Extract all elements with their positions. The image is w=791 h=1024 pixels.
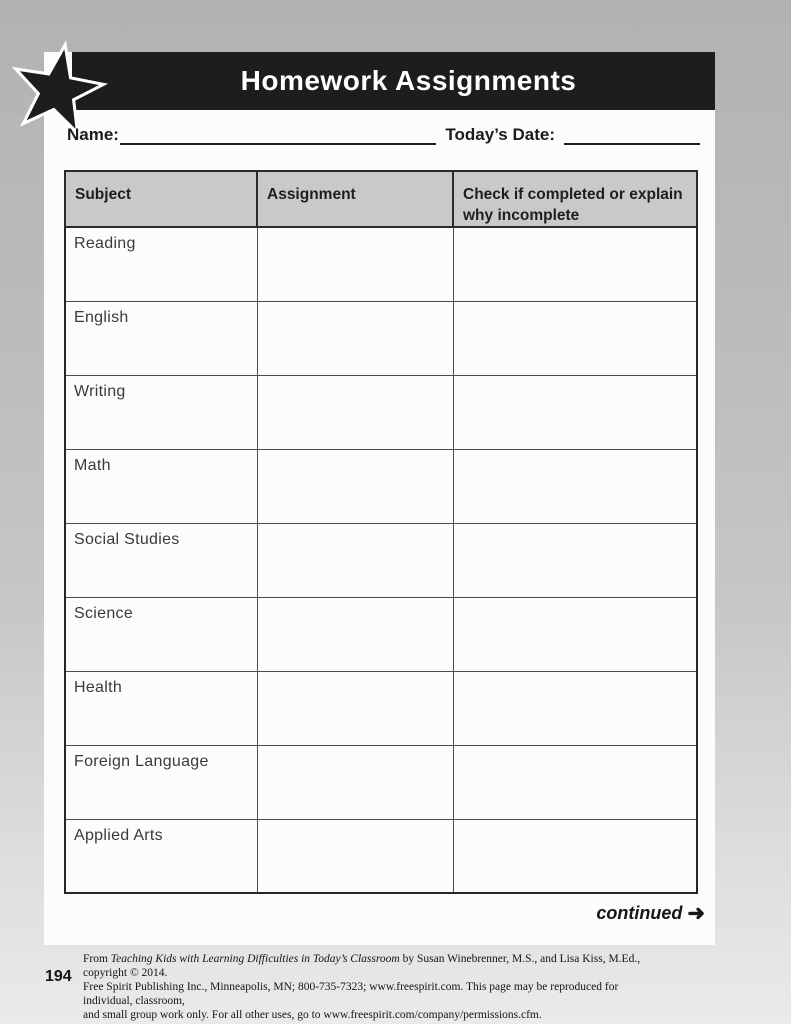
footer-line1-suffix: by Susan Winebrenner, M.S., and Lisa Kiss, M.Ed., copyright © 2014. xyxy=(83,953,641,979)
assignment-cell-blank xyxy=(257,301,453,375)
date-label: Today’s Date: xyxy=(445,125,555,144)
footer-line-2: Free Spirit Publishing Inc., Minneapolis, MN; 800-735-7323; www.freespirit.com. This page may be reproduced for individual, classroom, xyxy=(83,981,619,1007)
table-row xyxy=(65,819,697,893)
table-row xyxy=(65,301,697,375)
subject-cell: Math xyxy=(65,449,257,523)
assignment-cell-blank xyxy=(257,227,453,301)
right-arrow-icon: ➜ xyxy=(687,902,705,925)
copyright-footer xyxy=(83,952,648,1022)
assignment-cell-blank xyxy=(257,745,453,819)
header-check: Check if completed or explain why incomplete xyxy=(453,171,697,227)
check-cell-blank xyxy=(453,523,697,597)
footer-book-title: Teaching Kids with Learning Difficulties in Today’s Classroom xyxy=(110,953,400,965)
continued-marker xyxy=(596,903,705,924)
footer-line1-prefix: From xyxy=(83,953,111,965)
check-cell-blank xyxy=(453,449,697,523)
check-cell-blank xyxy=(453,227,697,301)
table-row xyxy=(65,671,697,745)
table-row xyxy=(65,745,697,819)
subject-cell: Applied Arts xyxy=(65,819,257,893)
check-cell-blank xyxy=(453,375,697,449)
table-row xyxy=(65,227,697,301)
assignment-cell-blank xyxy=(257,449,453,523)
name-label: Name: xyxy=(67,125,119,144)
table-row xyxy=(65,523,697,597)
assignment-cell-blank xyxy=(257,597,453,671)
table-row xyxy=(65,375,697,449)
table-row xyxy=(65,449,697,523)
check-cell-blank xyxy=(453,745,697,819)
subject-cell: English xyxy=(65,301,257,375)
subject-cell: Health xyxy=(65,671,257,745)
header-subject: Subject xyxy=(65,171,257,227)
table-row xyxy=(65,597,697,671)
header-assignment: Assignment xyxy=(257,171,453,227)
assignment-cell-blank xyxy=(257,375,453,449)
assignment-cell-blank xyxy=(257,523,453,597)
subject-cell: Social Studies xyxy=(65,523,257,597)
title-bar xyxy=(72,52,715,110)
assignment-cell-blank xyxy=(257,671,453,745)
footer-line-1 xyxy=(83,952,648,980)
subject-cell: Writing xyxy=(65,375,257,449)
check-cell-blank xyxy=(453,301,697,375)
subject-cell: Reading xyxy=(65,227,257,301)
assignment-cell-blank xyxy=(257,819,453,893)
page-number: 194 xyxy=(45,968,72,985)
continued-label: continued xyxy=(596,903,683,923)
subject-cell: Science xyxy=(65,597,257,671)
assignments-table xyxy=(64,170,698,894)
check-cell-blank xyxy=(453,671,697,745)
name-date-row xyxy=(67,119,700,145)
check-cell-blank xyxy=(453,819,697,893)
check-cell-blank xyxy=(453,597,697,671)
footer-line-3: and small group work only. For all other uses, go to www.freespirit.com/company/permissions.cfm. xyxy=(83,1009,542,1021)
subject-cell: Foreign Language xyxy=(65,745,257,819)
table-header-row xyxy=(65,171,697,227)
name-blank-line xyxy=(120,121,436,145)
date-blank-line xyxy=(564,121,700,145)
page-title: Homework Assignments xyxy=(240,65,577,96)
